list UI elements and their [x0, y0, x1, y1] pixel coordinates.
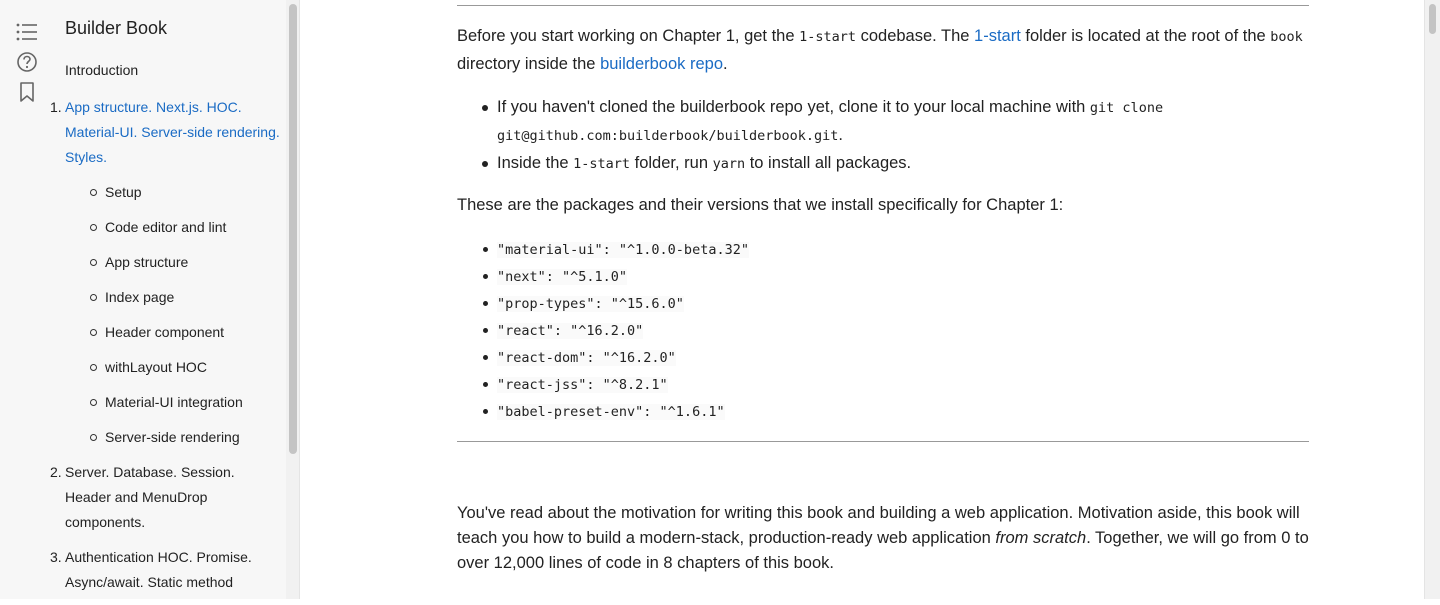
chapter-number: 2. [50, 464, 62, 480]
book-title[interactable]: Builder Book [65, 18, 168, 38]
bullet-icon [90, 329, 97, 336]
inline-code: book [1270, 29, 1303, 45]
package-version: "react-jss": "^8.2.1" [497, 377, 668, 393]
chapter-number: 1. [50, 99, 62, 115]
icon-rail [0, 0, 52, 599]
package-version: "babel-preset-env": "^1.6.1" [497, 404, 725, 420]
list-item [457, 371, 749, 398]
emphasis: from scratch [995, 529, 1087, 547]
text: . [723, 55, 728, 73]
chapter-list [50, 95, 280, 605]
section-item-header-component[interactable] [65, 320, 280, 345]
text: Inside the [497, 154, 574, 172]
text: folder, run [630, 154, 713, 172]
list-item [457, 236, 749, 263]
section-item-ssr[interactable] [65, 425, 280, 450]
package-version: "react-dom": "^16.2.0" [497, 350, 676, 366]
section-label: Index page [105, 289, 175, 305]
list-item [457, 317, 749, 344]
section-item-code-editor[interactable] [65, 215, 280, 240]
chapter-item-2 [50, 460, 280, 535]
packages-intro: These are the packages and their versions that we install specifically for Chapter 1: [457, 196, 1064, 214]
section-label: Material-UI integration [105, 394, 243, 410]
section-item-withlayout-hoc[interactable] [65, 355, 280, 380]
text: codebase. The [856, 27, 975, 45]
toc-introduction[interactable]: Introduction [65, 62, 139, 78]
list-item [457, 398, 749, 425]
help-circle-icon[interactable] [15, 50, 39, 74]
bullet-icon [90, 294, 97, 301]
list-item [457, 150, 1309, 178]
main-scrollbar-thumb[interactable] [1429, 4, 1436, 34]
text: to install all packages. [745, 154, 912, 172]
inline-code: yarn [712, 156, 746, 172]
text: folder is located at the root of the [1020, 27, 1271, 45]
bullet-icon [90, 364, 97, 371]
section-label: withLayout HOC [105, 359, 207, 375]
section-label: Code editor and lint [105, 219, 227, 235]
package-version: "prop-types": "^15.6.0" [497, 296, 684, 312]
chapter-item-1 [50, 95, 280, 450]
list-item [457, 263, 749, 290]
package-version: "material-ui": "^1.0.0-beta.32" [497, 242, 749, 258]
section-item-app-structure[interactable] [65, 250, 280, 275]
bullet-icon [90, 399, 97, 406]
main-scrollbar[interactable] [1424, 0, 1440, 599]
text: directory inside the [457, 55, 601, 73]
bullet-icon [90, 434, 97, 441]
text: If you haven't cloned the builderbook repo yet, clone it to your local machine with [497, 98, 1090, 116]
package-version: "next": "^5.1.0" [497, 269, 628, 285]
package-version: "react": "^16.2.0" [497, 323, 644, 339]
bookmark-icon[interactable] [15, 80, 39, 104]
bullet-icon [90, 224, 97, 231]
chapter-item-3 [50, 545, 280, 595]
section-item-setup[interactable] [65, 180, 280, 205]
setup-steps-list [457, 94, 1309, 178]
list-item [457, 290, 749, 317]
list-item [457, 94, 1309, 150]
section-label: Server-side rendering [105, 429, 240, 445]
bullet-icon [90, 189, 97, 196]
chapter-number: 3. [50, 549, 62, 565]
bullet-icon [90, 259, 97, 266]
divider [457, 441, 1309, 442]
toc-sidebar [52, 0, 286, 599]
section-label: Setup [105, 184, 142, 200]
chapter-title-link[interactable]: App structure. Next.js. HOC. Material-UI. Server-side rendering. Styles. [65, 99, 280, 165]
section-label: Header component [105, 324, 225, 340]
list-item [457, 344, 749, 371]
section-item-material-ui[interactable] [65, 390, 280, 415]
section-list [65, 180, 280, 450]
inline-code: 1-start [799, 29, 857, 45]
sidebar-scrollbar[interactable] [286, 0, 300, 599]
text: . Together, we will go from 0 to over 12,000 lines of code in 8 chapters of this book. [457, 529, 1309, 572]
motivation-paragraph [457, 501, 1309, 576]
text: Before you start working on Chapter 1, get the [457, 27, 800, 45]
sidebar-scrollbar-thumb[interactable] [289, 4, 297, 454]
text: You've read about the motivation for writing this book and building a web application. Motivation aside, this book will teach you how to build a modern-stack, production-ready web application [457, 504, 1300, 547]
intro-paragraph [457, 23, 1309, 78]
section-item-index-page[interactable] [65, 285, 280, 310]
list-icon[interactable] [15, 20, 39, 44]
chapter-title-link[interactable]: Authentication HOC. Promise. Async/await. Static method [65, 549, 252, 590]
divider [457, 5, 1309, 6]
inline-code: 1-start [573, 156, 631, 172]
package-list [457, 236, 749, 425]
builderbook-repo-link[interactable]: builderbook repo [600, 55, 723, 73]
text: . [838, 126, 843, 144]
chapter-title-link[interactable]: Server. Database. Session. Header and MenuDrop components. [65, 464, 235, 530]
section-label: App structure [105, 254, 189, 270]
start-folder-link[interactable]: 1-start [974, 27, 1021, 45]
inline-code: git clone git@github.com:builderbook/builderbook.git [497, 100, 1164, 144]
